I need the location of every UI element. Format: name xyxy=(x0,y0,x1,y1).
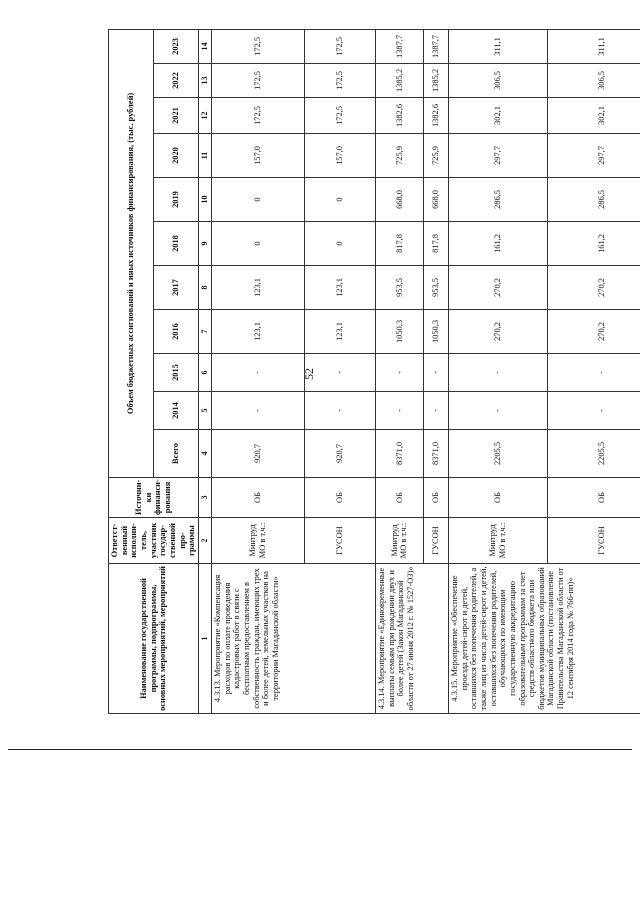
row-value: 1382,6 xyxy=(375,98,423,134)
row-value: 0 xyxy=(304,222,375,266)
row-value: 172,5 xyxy=(211,29,304,63)
row-executor: Минтруд МО в т.ч.: xyxy=(211,518,304,564)
column-number: 12 xyxy=(198,98,211,134)
row-value: 953,5 xyxy=(423,266,448,310)
row-value: 172,5 xyxy=(211,98,304,134)
row-value: - xyxy=(375,392,423,430)
row-value: 172,5 xyxy=(304,29,375,63)
row-value: 953,5 xyxy=(375,266,423,310)
row-source: ОБ xyxy=(448,478,547,518)
row-value: 725,9 xyxy=(423,134,448,178)
column-number: 10 xyxy=(198,178,211,222)
column-number: 9 xyxy=(198,222,211,266)
page-number: 52 xyxy=(302,368,316,380)
header-source: Источни-ки финанси-рования xyxy=(109,478,199,518)
row-value: 172,5 xyxy=(304,64,375,98)
header-year: 2017 xyxy=(153,266,198,310)
column-number: 3 xyxy=(198,478,211,518)
column-number: 11 xyxy=(198,134,211,178)
row-value: 286,5 xyxy=(448,178,547,222)
row-value: 0 xyxy=(304,178,375,222)
row-name: 4.3.15. Мероприятие «Обеспечение проезда детей-сирот и детей, оставшихся без попечения родителей, а также лиц из числа детей-сирот и детей, оставшихся без попечения родителей, обучающихся по имеющим государственную аккредитацию образовательным программам за счет средств областного бюджета или бюджетов муниципальных образований Магаданской области (постановление Правительства Магаданской области от 12 сентября 2014 года № 766-пп)» xyxy=(448,564,640,714)
row-value: 817,8 xyxy=(423,222,448,266)
row-value: - xyxy=(375,354,423,392)
row-value: 123,1 xyxy=(304,266,375,310)
row-value: - xyxy=(448,392,547,430)
row-source: ОБ xyxy=(375,478,423,518)
row-source: ОБ xyxy=(423,478,448,518)
row-total: 8371,0 xyxy=(375,430,423,478)
row-total: 2205,5 xyxy=(448,430,547,478)
table-row xyxy=(375,29,423,713)
header-year: 2018 xyxy=(153,222,198,266)
header-executor: Ответст-венный исполни-тель, участник государ-ственной про-граммы xyxy=(109,518,199,564)
row-value: 270,2 xyxy=(547,310,640,354)
column-number: 7 xyxy=(198,310,211,354)
row-value: 1385,2 xyxy=(423,64,448,98)
row-name: 4.3.13. Мероприятие «Компенсация расходов по оплате проведения кадастровых работ в связи с бесплатным предоставлением в собственность граждан, имеющих трех и более детей, земельных участков на территории Магаданской области» xyxy=(211,564,375,714)
header-year: 2022 xyxy=(153,64,198,98)
row-value: 270,2 xyxy=(547,266,640,310)
column-number: 5 xyxy=(198,392,211,430)
horizontal-rule xyxy=(8,749,632,750)
row-value: 1387,7 xyxy=(375,29,423,63)
row-value: 297,7 xyxy=(547,134,640,178)
row-value: 668,0 xyxy=(423,178,448,222)
row-total: 2205,5 xyxy=(547,430,640,478)
header-name: Наименование государственной программы, подпрограммы, основных мероприятий, мероприятий xyxy=(109,564,199,714)
header-year: 2021 xyxy=(153,98,198,134)
row-total: 920,7 xyxy=(304,430,375,478)
row-value: 302,1 xyxy=(448,98,547,134)
row-total: 920,7 xyxy=(211,430,304,478)
header-total: Всего xyxy=(153,430,198,478)
row-value: 1050,3 xyxy=(423,310,448,354)
row-value: 123,1 xyxy=(211,266,304,310)
row-executor: ГУСОН xyxy=(423,518,448,564)
rotated-table xyxy=(108,30,614,714)
header-year: 2016 xyxy=(153,310,198,354)
header-year: 2019 xyxy=(153,178,198,222)
row-value: 1050,3 xyxy=(375,310,423,354)
row-value: 270,2 xyxy=(448,310,547,354)
header-financing-group: Объем бюджетных ассигнований и иных источников финансирования, (тыс. рублей) xyxy=(109,29,154,477)
header-year: 2020 xyxy=(153,134,198,178)
row-value: 161,2 xyxy=(448,222,547,266)
row-value: - xyxy=(211,354,304,392)
column-number: 6 xyxy=(198,354,211,392)
row-value: 302,1 xyxy=(547,98,640,134)
row-executor: Минтруд МО в т.ч.: xyxy=(375,518,423,564)
column-number: 13 xyxy=(198,64,211,98)
row-value: - xyxy=(547,392,640,430)
row-value: 1387,7 xyxy=(423,29,448,63)
row-value: 161,2 xyxy=(547,222,640,266)
row-value: 306,5 xyxy=(547,64,640,98)
rotated-table-container xyxy=(108,30,614,714)
row-value: 311,1 xyxy=(547,29,640,63)
row-source: ОБ xyxy=(547,478,640,518)
row-name: 4.3.14. Мероприятие «Единовременные выплаты семьям при рождении двух и более детей (Закон Магаданской области от 27 июня 2012 г. № 1527-ОЗ)» xyxy=(375,564,448,714)
row-value: - xyxy=(304,392,375,430)
row-value: 306,5 xyxy=(448,64,547,98)
header-year: 2015 xyxy=(153,354,198,392)
row-value: 172,5 xyxy=(211,64,304,98)
row-value: - xyxy=(304,354,375,392)
row-executor: Минтруд МО в т.ч.: xyxy=(448,518,547,564)
row-value: - xyxy=(547,354,640,392)
row-value: 725,9 xyxy=(375,134,423,178)
financing-table xyxy=(108,29,640,714)
table-row xyxy=(448,29,547,713)
row-value: 0 xyxy=(211,178,304,222)
column-number: 8 xyxy=(198,266,211,310)
row-value: 157,0 xyxy=(304,134,375,178)
column-number: 1 xyxy=(198,564,211,714)
row-value: 123,1 xyxy=(211,310,304,354)
row-value: 311,1 xyxy=(448,29,547,63)
table-row xyxy=(211,29,304,713)
row-value: - xyxy=(211,392,304,430)
row-value: 270,2 xyxy=(448,266,547,310)
row-value: - xyxy=(423,392,448,430)
row-value: 172,5 xyxy=(304,98,375,134)
column-number: 4 xyxy=(198,430,211,478)
column-number: 2 xyxy=(198,518,211,564)
header-year: 2014 xyxy=(153,392,198,430)
row-value: - xyxy=(448,354,547,392)
column-number: 14 xyxy=(198,29,211,63)
row-source: ОБ xyxy=(304,478,375,518)
row-value: 1382,6 xyxy=(423,98,448,134)
row-value: 297,7 xyxy=(448,134,547,178)
row-value: 668,0 xyxy=(375,178,423,222)
row-source: ОБ xyxy=(211,478,304,518)
row-value: 1385,2 xyxy=(375,64,423,98)
row-executor: ГУСОН xyxy=(304,518,375,564)
row-total: 8371,0 xyxy=(423,430,448,478)
row-value: 157,0 xyxy=(211,134,304,178)
row-value: 0 xyxy=(211,222,304,266)
row-value: 123,1 xyxy=(304,310,375,354)
header-year: 2023 xyxy=(153,29,198,63)
row-executor: ГУСОН xyxy=(547,518,640,564)
row-value: 286,5 xyxy=(547,178,640,222)
row-value: - xyxy=(423,354,448,392)
row-value: 817,8 xyxy=(375,222,423,266)
